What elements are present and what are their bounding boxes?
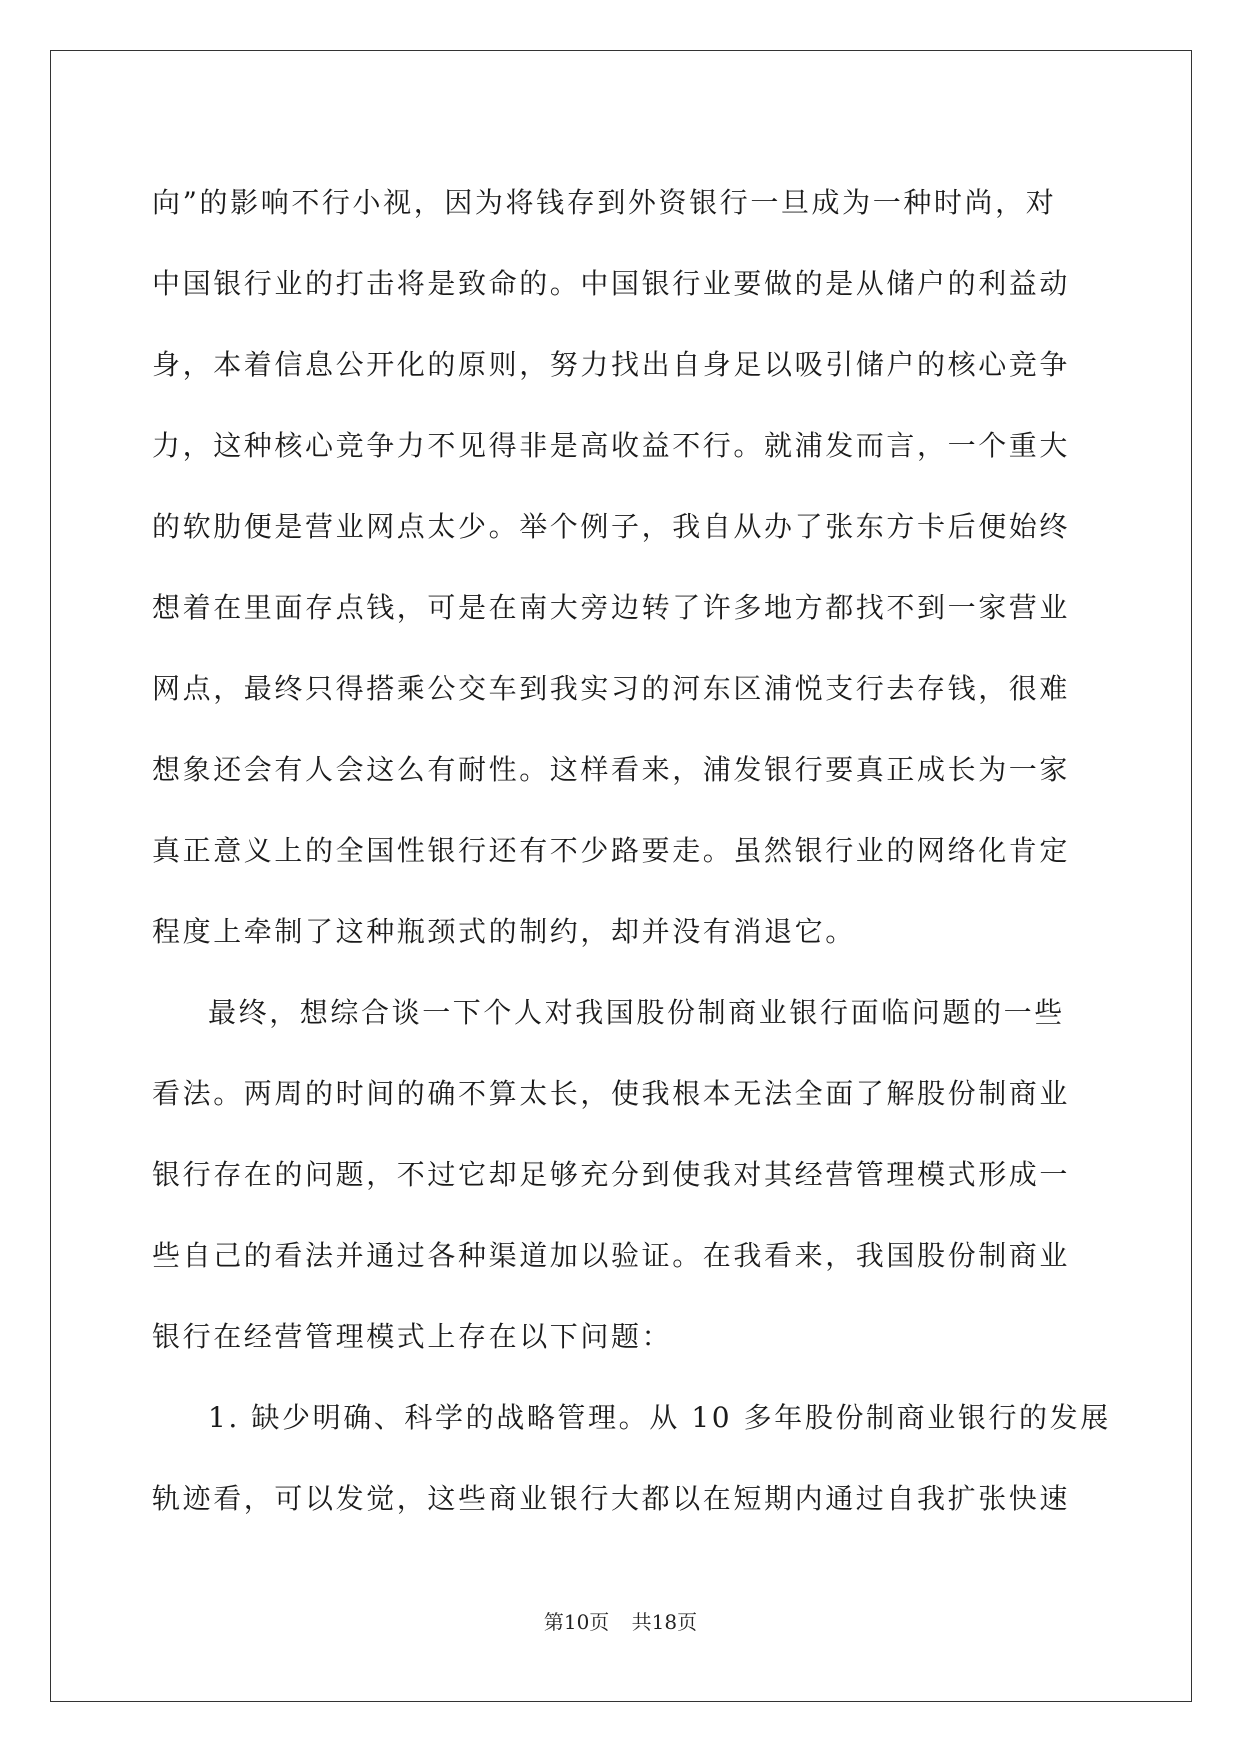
- page-number: 第10页: [543, 1610, 610, 1634]
- text-line: 真正意义上的全国性银行还有不少路要走。虽然银行业的网络化肯定: [152, 834, 1071, 867]
- text-line: 中国银行业的打击将是致命的。中国银行业要做的是从储户的利益动: [152, 267, 1071, 300]
- text-line: 网点，最终只得搭乘公交车到我实习的河东区浦悦支行去存钱，很难: [152, 672, 1071, 705]
- text-line: 看法。两周的时间的确不算太长，使我根本无法全面了解股份制商业: [152, 1077, 1071, 1110]
- page-footer: [0, 1606, 1241, 1635]
- text-line-indented: 1. 缺少明确、科学的战略管理。从 10 多年股份制商业银行的发展: [208, 1401, 1111, 1434]
- text-line: 身，本着信息公开化的原则，努力找出自身足以吸引储户的核心竞争: [152, 348, 1071, 381]
- text-line: 些自己的看法并通过各种渠道加以验证。在我看来，我国股份制商业: [152, 1239, 1071, 1272]
- text-line: 想着在里面存点钱，可是在南大旁边转了许多地方都找不到一家营业: [152, 591, 1071, 624]
- text-line: 想象还会有人会这么有耐性。这样看来，浦发银行要真正成长为一家: [152, 753, 1071, 786]
- text-line: 力，这种核心竞争力不见得非是高收益不行。就浦发而言，一个重大: [152, 429, 1071, 462]
- page-total: 共18页: [631, 1610, 698, 1634]
- text-line: 程度上牵制了这种瓶颈式的制约，却并没有消退它。: [152, 915, 856, 948]
- text-line-indented: 最终，想综合谈一下个人对我国股份制商业银行面临问题的一些: [208, 996, 1065, 1029]
- text-line: 的软肋便是营业网点太少。举个例子，我自从办了张东方卡后便始终: [152, 510, 1071, 543]
- text-line: 银行在经营管理模式上存在以下问题：: [152, 1320, 673, 1353]
- document-body: [152, 162, 1111, 1539]
- text-line: 向”的影响不行小视，因为将钱存到外资银行一旦成为一种时尚，对: [152, 186, 1057, 219]
- text-line: 银行存在的问题，不过它却足够充分到使我对其经营管理模式形成一: [152, 1158, 1071, 1191]
- text-line: 轨迹看，可以发觉，这些商业银行大都以在短期内通过自我扩张快速: [152, 1482, 1071, 1515]
